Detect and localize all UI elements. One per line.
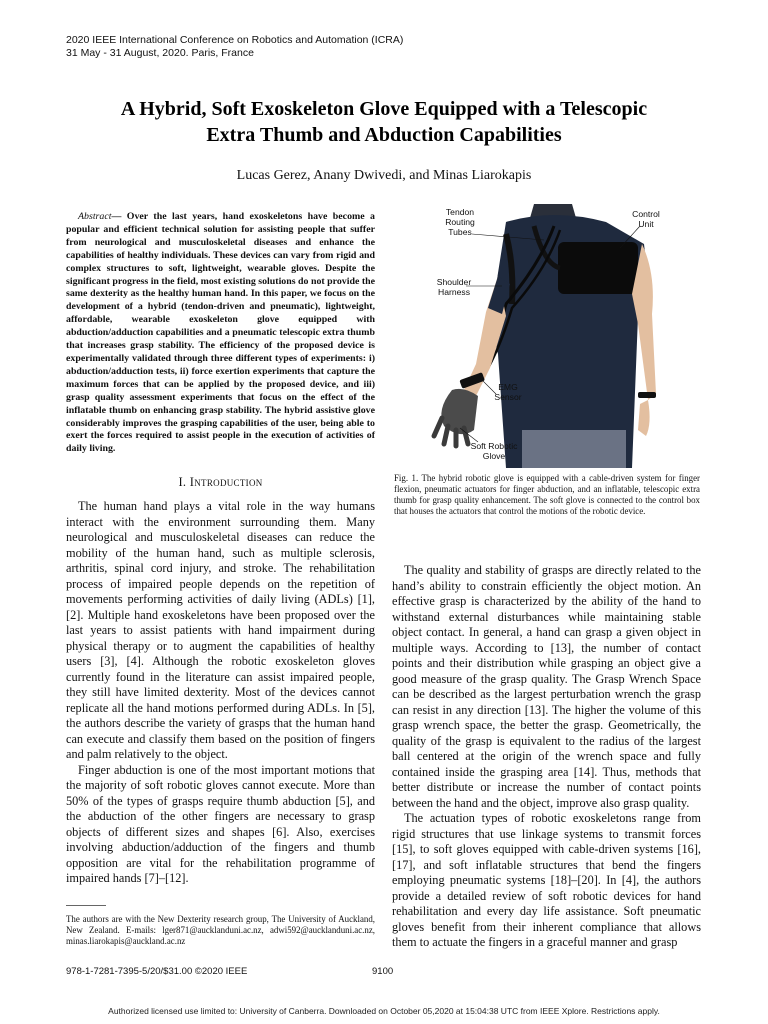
- label-tendon-2: Routing: [445, 217, 475, 227]
- figure-1-caption: Fig. 1. The hybrid robotic glove is equipped with a cable-driven system for finger flexion, pneumatic actuators for finger abduction, and an inflatable, telescopic extra thumb for grasp quality enhancement. The soft glove is connected to the control box that houses the actuators that control the motions of the robotic device.: [394, 473, 700, 516]
- label-tendon-3: Tubes: [448, 227, 472, 237]
- exoskeleton-photo-illustration: [394, 204, 700, 468]
- body-paragraph: The actuation types of robotic exoskeletons range from rigid structures that use linkage systems to transmit forces [15], to soft gloves equipped with cable-driven systems [16], [17], and soft inflatable structures that bend the fingers employing pneumatic systems [18]–[20]. In [4], the authors provide a detailed review of soft robotic devices for hand rehabilitation and every day life assistance. Soft pneumatic gloves benefit from their inherent compliance that allows them to actuate the fingers in a graceful manner and grasp: [392, 811, 701, 949]
- section-title: Introduction: [189, 475, 263, 490]
- svg-text:Tendon: [446, 207, 474, 217]
- author-footnote: The authors are with the New Dexterity research group, The University of Auckland, New Zealand. E-mails: lger871@aucklanduni.ac.nz, adwi592@aucklanduni.ac.nz, minas.liarokapis@auckland.ac.nz: [66, 914, 375, 946]
- section-heading-introduction: [66, 475, 375, 490]
- label-shoulder-2: Harness: [438, 287, 470, 297]
- svg-text:Tubes: [448, 227, 472, 237]
- license-notice: Authorized licensed use limited to: University of Canberra. Downloaded on October 05,2020 at 15:04:38 UTC from IEEE Xplore. Restrictions apply.: [108, 1006, 660, 1016]
- footer-isbn: 978-1-7281-7395-5/20/$31.00 ©2020 IEEE: [66, 966, 248, 977]
- svg-text:Unit: [638, 219, 654, 229]
- left-column: [66, 211, 375, 887]
- label-emg-1: EMG: [498, 382, 518, 392]
- label-shoulder-1: Shoulder: [436, 277, 472, 287]
- svg-text:Control: [632, 209, 660, 219]
- section-numeral: I.: [178, 475, 187, 490]
- intro-paragraph: Finger abduction is one of the most important motions that the majority of soft robotic gloves cannot execute. More than 50% of the types of grasps require thumb abduction [5], and the abduction of the other fingers are necessary to grasp objects of different sizes and shapes [6]. Also, exercises involving abduction/adduction of the fingers and thumb opposition are vital for the rehabilitation programme of impaired hands [7]–[12].: [66, 762, 375, 886]
- intro-paragraph: The human hand plays a vital role in the way humans interact with the environment surrounding them. Many neurological and musculoskeletal diseases can reduce the mobility of the human hand, such as multiple sclerosis, arthritis, spinal cord injury, and stroke. The rehabilitation process of impaired people depends on the repetition of movements performing activities of daily living (ADLs) [1], [2]. Multiple hand exoskeletons have been proposed over the last years to assist patients with hand impairment during physical therapy or to augment the capabilities of healthy users [3], [4]. Although the robotic exoskeleton gloves currently found in the literature can assist impaired people, they still have limited dexterity. Most of the devices cannot replicate all the hand motions performed during ADLs. In [5], the authors describe the variety of grasps that the human hand can execute and classify them based on the position of fingers and palm relatively to the object.: [66, 499, 375, 762]
- svg-text:EMG: [498, 382, 518, 392]
- svg-text:Harness: [438, 287, 470, 297]
- svg-text:Sensor: [494, 392, 521, 402]
- label-emg-2: Sensor: [494, 392, 522, 402]
- abstract-text: — Over the last years, hand exoskeletons have become a popular and efficient technical solution for assisting people that suffer from neurological and musculoskeletal diseases and enhance the capabilities of healthy individuals. These devices can vary from rigid and complex structures to soft, lightweight, wearable gloves. Despite the significant progress in the field, most existing solutions do not provide the same dexterity as the healthy human hand. In this paper, we focus on the development of a hybrid (tendon-driven and pneumatic), lightweight, affordable, wearable exoskeleton glove equipped with abduction/adduction capabilities and a pneumatic telescopic extra thumb that increases grasp stability. The efficiency of the proposed device is experimentally validated through three different types of experiments: i) abduction/adduction tests, ii) force exertion experiments that capture the maximum forces that can be applied by the proposed device, and iii) grasp quality assessment experiments that focus on the effect of the inflatable thumb on enhancing grasp stability. The hybrid assistive glove considerably improves the grasping capabilities of the user, being able to exert the forces required to assist people in the execution of activities of daily living.: [66, 211, 375, 455]
- page-number: 9100: [372, 966, 394, 977]
- abstract-label: Abstract: [78, 211, 112, 222]
- label-control-1: Control: [632, 209, 660, 219]
- paper-title-line-1: A Hybrid, Soft Exoskeleton Glove Equipped with a Telescopic: [120, 98, 648, 120]
- figure-1-photo: [394, 204, 700, 468]
- svg-text:Soft Robotic: [471, 441, 519, 451]
- conference-name: 2020 IEEE International Conference on Robotics and Automation (ICRA): [66, 34, 404, 46]
- abstract: [66, 211, 375, 456]
- conference-dates: 31 May - 31 August, 2020. Paris, France: [66, 47, 254, 59]
- label-control-2: Unit: [638, 219, 654, 229]
- svg-text:Glove: [483, 451, 506, 461]
- right-column: [392, 563, 701, 951]
- label-glove-2: Glove: [482, 451, 506, 461]
- footnote-divider: [66, 905, 106, 906]
- paper-authors: Lucas Gerez, Anany Dwivedi, and Minas Liarokapis: [236, 168, 532, 183]
- svg-text:Shoulder: [437, 277, 472, 287]
- paper-title-line-2: Extra Thumb and Abduction Capabilities: [206, 124, 562, 146]
- body-paragraph: The quality and stability of grasps are directly related to the hand’s ability to constrain efficiently the object motion. An effective grasp is characterized by the ability of the hand to withstand external disturbances while maintaining stable object contact. In general, a hand can grasp a given object in multiple ways. According to [13], the number of contact points and their distribution while grasping an object give a good measure of the grasp quality. The Grasp Wrench Space can be described as the largest perturbation wrench the grasp can resist in any direction [13]. The higher the volume of this grasp wrench space, the better the grasp. Geometrically, the quality of the grasp is equivalent to the radius of the largest ball centered at the origin of the wrench space and fully contained inside the grasping area [14]. Thus, methods that better distribute or increase the number of contact points between the hand and the object, improve also grasp quality.: [392, 563, 701, 810]
- svg-text:Routing: [445, 217, 475, 227]
- paper-title: [60, 96, 708, 148]
- label-glove-1: Soft Robotic: [470, 441, 518, 451]
- label-tendon-1: Tendon: [445, 207, 475, 217]
- conference-header: [66, 34, 403, 60]
